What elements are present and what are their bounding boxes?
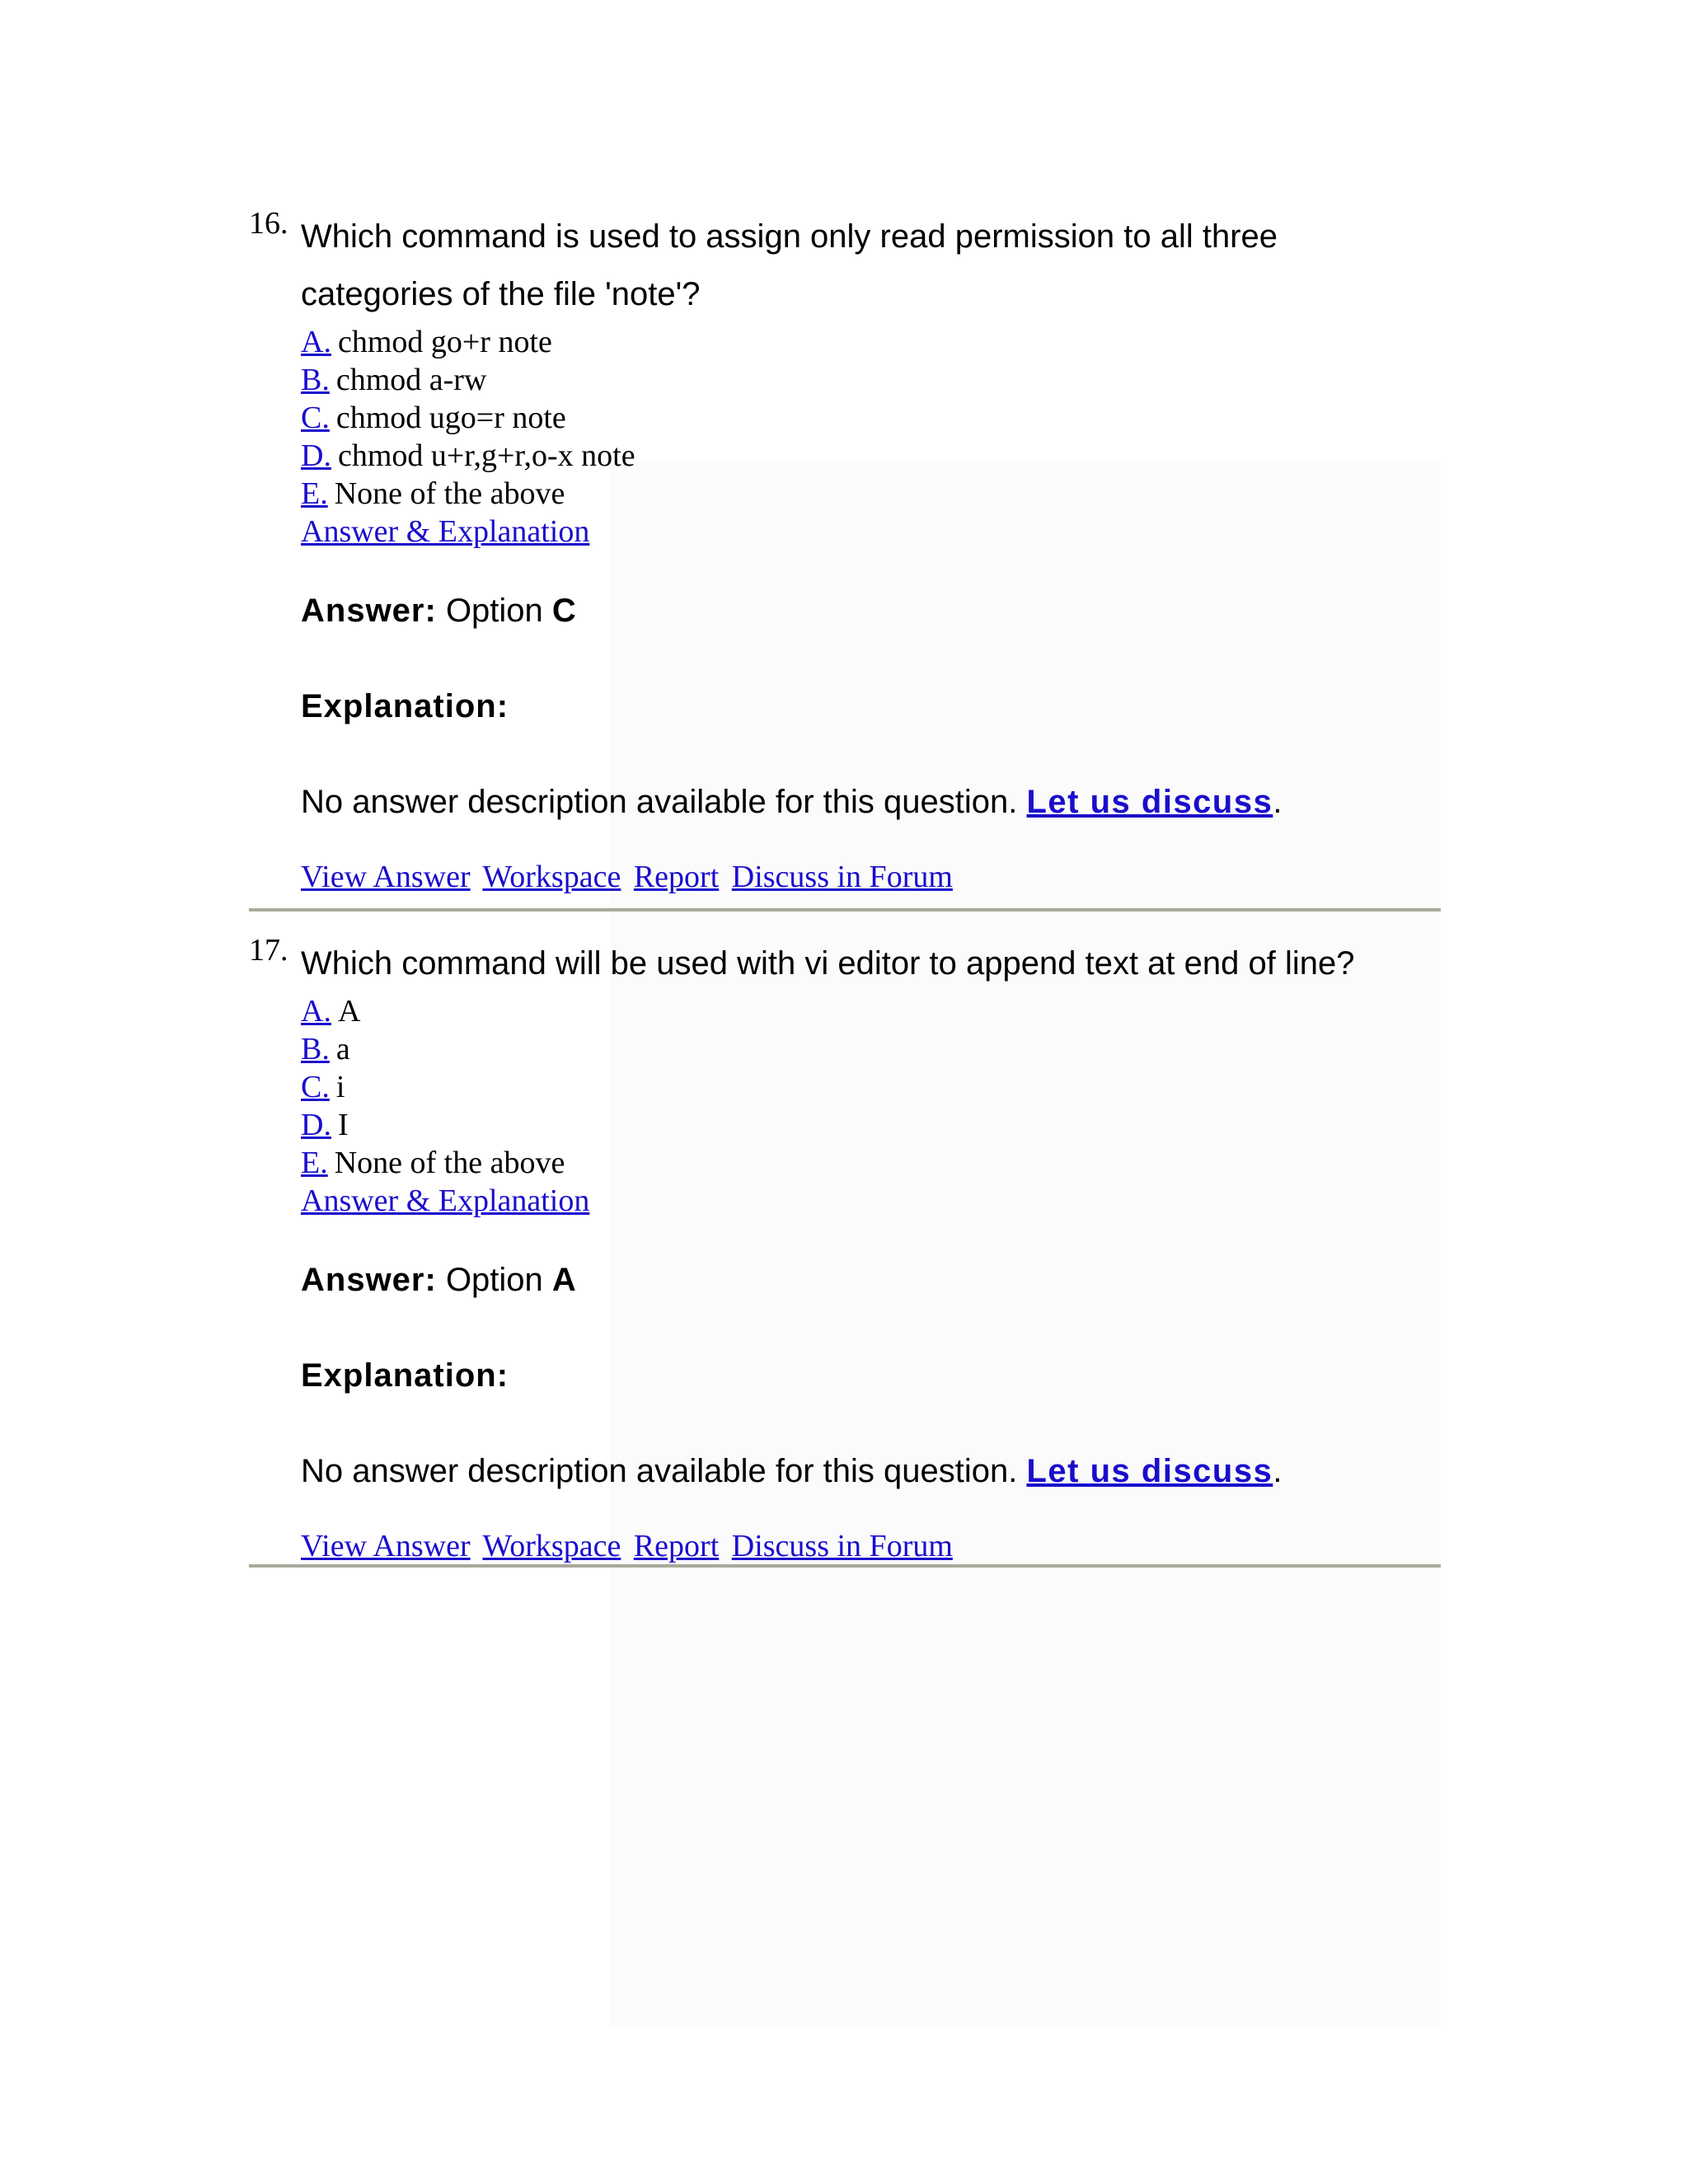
option-text: chmod a-rw <box>335 363 487 397</box>
question-17 <box>249 916 1441 1565</box>
answer-letter: A <box>551 1262 576 1298</box>
option-c <box>301 1068 1441 1106</box>
option-b <box>301 1030 1441 1068</box>
option-b-link[interactable]: B. <box>301 1032 330 1066</box>
option-text: chmod ugo=r note <box>335 401 566 435</box>
question-number: 17. <box>249 933 288 968</box>
explanation-description <box>301 783 1441 821</box>
option-text: chmod u+r,g+r,o-x note <box>337 438 635 473</box>
option-c-link[interactable]: C. <box>301 1070 330 1104</box>
answer-explanation-link[interactable]: Answer & Explanation <box>301 514 590 549</box>
answer-block <box>301 1261 1441 1490</box>
option-e-link[interactable]: E. <box>301 476 328 511</box>
workspace-link[interactable]: Workspace <box>482 1529 621 1563</box>
answer-line <box>301 592 1441 630</box>
option-text: a <box>335 1032 350 1066</box>
answer-label: Answer: <box>301 1262 437 1298</box>
option-e-link[interactable]: E. <box>301 1146 328 1180</box>
answer-explanation-link[interactable]: Answer & Explanation <box>301 1183 590 1218</box>
question-text-line: categories of the file 'note'? <box>301 276 701 312</box>
answer-block <box>301 592 1441 821</box>
description-end: . <box>1273 784 1282 820</box>
option-text: None of the above <box>334 1146 565 1180</box>
option-a-link[interactable]: A. <box>301 325 331 359</box>
option-text: I <box>337 1108 349 1142</box>
explanation-description <box>301 1452 1441 1490</box>
option-a <box>301 323 1441 361</box>
question-number: 16. <box>249 206 288 241</box>
question-text <box>301 190 1441 323</box>
view-answer-link[interactable]: View Answer <box>301 860 471 894</box>
option-d <box>301 1106 1441 1144</box>
answer-option-text: Option <box>445 593 543 629</box>
description-text: No answer description available for this question. <box>301 1453 1018 1489</box>
discuss-in-forum-link[interactable]: Discuss in Forum <box>731 1529 953 1563</box>
view-answer-link[interactable]: View Answer <box>301 1529 471 1563</box>
question-divider <box>249 908 1441 912</box>
question-body <box>301 190 1441 896</box>
description-end: . <box>1273 1453 1282 1489</box>
option-c <box>301 399 1441 437</box>
let-us-discuss-link[interactable]: Let us discuss <box>1026 784 1273 820</box>
option-e <box>301 1144 1441 1182</box>
option-text: i <box>335 1070 345 1104</box>
option-text: None of the above <box>334 476 565 511</box>
question-text-line: Which command will be used with vi editor to append text at end of line? <box>301 945 1355 982</box>
question-footer-links <box>301 858 1441 896</box>
option-d <box>301 437 1441 475</box>
question-divider <box>249 1564 1441 1568</box>
option-e <box>301 475 1441 513</box>
question-16 <box>249 190 1441 896</box>
answer-letter: C <box>551 593 576 629</box>
report-link[interactable]: Report <box>633 860 720 894</box>
option-b <box>301 361 1441 399</box>
answer-option-text: Option <box>445 1262 543 1298</box>
question-text <box>301 916 1441 992</box>
question-text-line: Which command is used to assign only read permission to all three <box>301 218 1278 255</box>
option-d-link[interactable]: D. <box>301 1108 331 1142</box>
explanation-label: Explanation: <box>301 688 509 724</box>
option-a-link[interactable]: A. <box>301 994 331 1029</box>
answer-line <box>301 1261 1441 1299</box>
option-text: A <box>337 994 361 1029</box>
description-text: No answer description available for this question. <box>301 784 1018 820</box>
option-d-link[interactable]: D. <box>301 438 331 473</box>
option-b-link[interactable]: B. <box>301 363 330 397</box>
options-list <box>301 992 1441 1182</box>
let-us-discuss-link[interactable]: Let us discuss <box>1026 1453 1273 1489</box>
workspace-link[interactable]: Workspace <box>482 860 621 894</box>
question-footer-links <box>301 1527 1441 1565</box>
options-list <box>301 323 1441 513</box>
discuss-in-forum-link[interactable]: Discuss in Forum <box>731 860 953 894</box>
report-link[interactable]: Report <box>633 1529 720 1563</box>
answer-label: Answer: <box>301 593 437 629</box>
question-body <box>301 916 1441 1565</box>
explanation-label: Explanation: <box>301 1357 509 1394</box>
option-text: chmod go+r note <box>337 325 552 359</box>
option-a <box>301 992 1441 1030</box>
option-c-link[interactable]: C. <box>301 401 330 435</box>
